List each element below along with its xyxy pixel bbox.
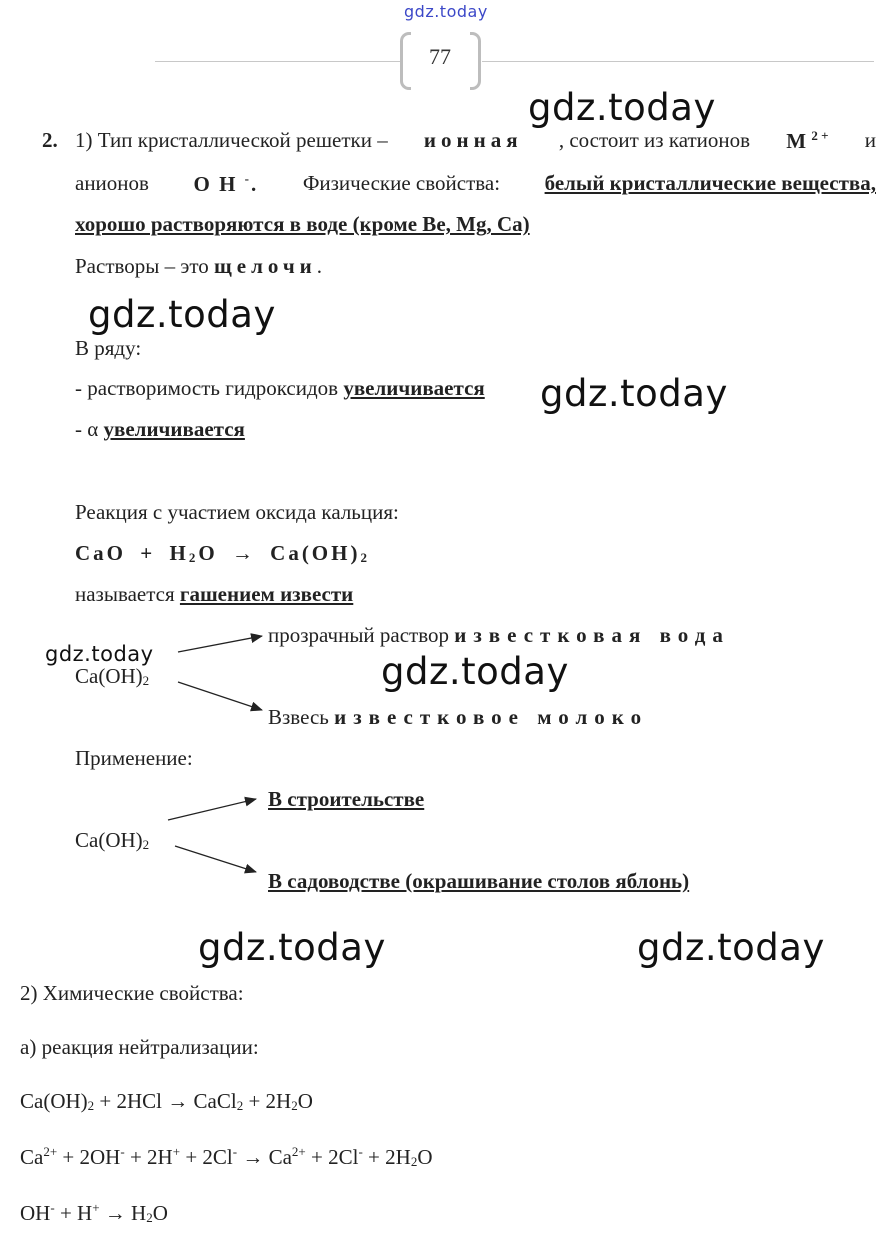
called-text: называется xyxy=(75,582,175,606)
chem-props-heading: 2) Химические свойства: xyxy=(20,981,244,1005)
limewater-term: известковая вода xyxy=(454,623,730,647)
watermark-4: gdz.today xyxy=(45,642,154,666)
task-number: 2. xyxy=(42,128,58,152)
equation-short-ionic: $OH^- + H^+ \to H_2O$ xyxy=(20,1200,168,1225)
phys-props-label: Физические свойства: xyxy=(302,171,501,195)
arrow-to-milk-of-lime xyxy=(178,682,262,710)
watermark-1: gdz.today xyxy=(528,86,716,129)
phys-props-1: белый кристаллические вещества, xyxy=(544,171,876,195)
watermark-7: gdz.today xyxy=(637,926,825,969)
line-anions xyxy=(75,171,876,197)
caoh2-formula-1: $Ca(OH)_2$ xyxy=(75,664,150,688)
solutions-dot: . xyxy=(316,254,323,278)
phys-props-2: хорошо растворяются в воде (кроме Be, Mg, Ca) xyxy=(75,212,530,236)
cao-equation: CaO + $H_2O \to Ca(OH)_2$ xyxy=(75,541,370,565)
cation-formula: M $^{2 +}$ xyxy=(786,128,829,153)
watermark-5: gdz.today xyxy=(381,650,569,693)
equation-molecular: $Ca(OH)_2 + 2HCl$ → CaCl$_2$ + $2H_2O$ xyxy=(20,1089,313,1113)
row-label: В ряду: xyxy=(75,336,142,360)
page-number: 77 xyxy=(429,44,451,69)
cations-text: , состоит из катионов xyxy=(558,128,751,152)
line-solubility xyxy=(75,376,485,401)
solutions-alkali: щелочи xyxy=(214,254,317,278)
called-value: гашением извести xyxy=(179,582,354,606)
header-rule-right xyxy=(482,61,874,62)
solutions-text: Растворы – это xyxy=(75,254,209,278)
application-gardening: В садоводстве (окрашивание столов яблонь) xyxy=(268,869,690,893)
header-rule-left xyxy=(155,61,400,62)
lattice-text: 1) Тип кристаллической решетки – xyxy=(75,128,388,152)
arrow-to-construction xyxy=(168,799,256,820)
equation-full-ionic: $Ca^{2+} + 2OH^- + 2H^+ + 2Cl^- \to Ca^{2+} + 2Cl^- + 2H_2O$ xyxy=(20,1144,433,1169)
line-called xyxy=(75,582,353,607)
branch-limewater: прозрачный раствор известковая вода xyxy=(268,623,730,647)
lattice-type: ионная xyxy=(423,128,523,152)
watermark-2: gdz.today xyxy=(88,293,276,336)
watermark-top: gdz.today xyxy=(404,2,488,21)
page-bracket-left xyxy=(400,32,411,90)
cao-reaction-label: Реакция с участием оксида кальция: xyxy=(75,500,399,524)
watermark-3: gdz.today xyxy=(540,372,728,415)
and-text: и xyxy=(864,128,876,152)
application-label: Применение: xyxy=(75,746,193,770)
line-solutions xyxy=(75,254,322,279)
alpha-text: - α xyxy=(75,417,99,441)
watermark-6: gdz.today xyxy=(198,926,386,969)
page-bracket-right xyxy=(470,32,481,90)
line-alpha xyxy=(75,417,245,442)
anion-formula: O H -. xyxy=(193,171,259,196)
solubility-value: увеличивается xyxy=(343,376,485,400)
arrow-to-gardening xyxy=(175,846,256,872)
line-lattice xyxy=(75,128,876,154)
neutralization-heading: а) реакция нейтрализации: xyxy=(20,1035,259,1059)
anions-text: анионов xyxy=(75,171,149,195)
branch-milk-of-lime: Взвесь известковое молоко xyxy=(268,705,649,729)
alpha-value: увеличивается xyxy=(103,417,245,441)
application-construction: В строительстве xyxy=(268,787,425,811)
caoh2-formula-2: $Ca(OH)_2$ xyxy=(75,828,150,852)
solubility-text: - растворимость гидроксидов xyxy=(75,376,339,400)
arrow-to-limewater xyxy=(178,636,262,652)
milk-of-lime-term: известковое молоко xyxy=(334,705,649,729)
